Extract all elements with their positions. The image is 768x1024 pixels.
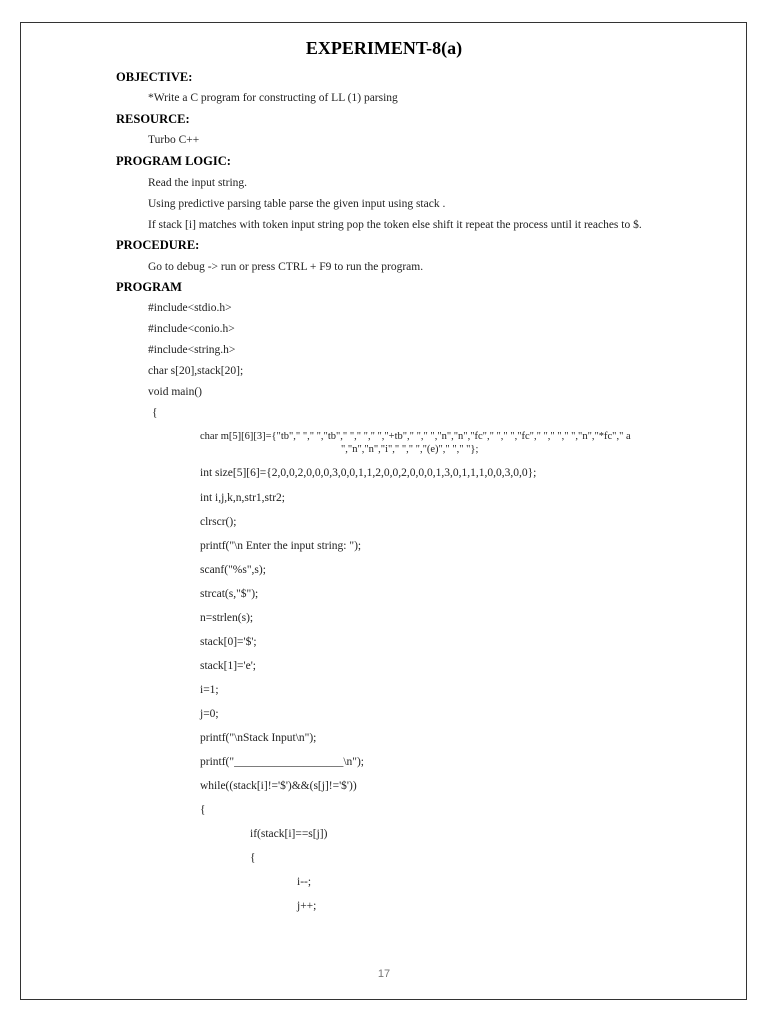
resource-text: Turbo C++ xyxy=(148,134,200,146)
code-line: printf("\nStack Input\n"); xyxy=(200,732,317,744)
code-line: clrscr(); xyxy=(200,516,237,528)
code-line: #include<conio.h> xyxy=(148,323,235,335)
program-logic-line: Using predictive parsing table parse the given input using stack . xyxy=(148,198,446,210)
code-line: #include<string.h> xyxy=(148,344,236,356)
objective-heading: OBJECTIVE: xyxy=(116,70,193,84)
program-heading: PROGRAM xyxy=(116,280,182,294)
code-line: stack[0]='$'; xyxy=(200,636,257,648)
objective-text: *Write a C program for constructing of LL (1) parsing xyxy=(148,92,398,104)
code-line: char s[20],stack[20]; xyxy=(148,365,244,377)
program-logic-line: Read the input string. xyxy=(148,177,248,189)
program-logic-line: If stack [i] matches with token input string pop the token else shift it repeat the process until it reaches to $. xyxy=(148,219,642,231)
code-line: stack[1]='e'; xyxy=(200,660,256,672)
code-line: char m[5][6][3]={"tb"," "," ","tb"," "," "," ","+tb"," "," ","n","n","fc"," "," ","fc"," "," "," ","n","*fc"," a xyxy=(200,431,631,442)
page-number: 17 xyxy=(377,968,391,980)
code-line: j++; xyxy=(297,900,317,912)
code-line: { xyxy=(152,407,158,419)
page-title: EXPERIMENT-8(a) xyxy=(305,38,463,58)
page-border xyxy=(20,22,747,1000)
code-line: ","n","n","i"," "," ","(e)"," "," "}; xyxy=(341,444,479,455)
procedure-text: Go to debug -> run or press CTRL + F9 to run the program. xyxy=(148,261,424,273)
code-line: scanf("%s",s); xyxy=(200,564,266,576)
program-logic-heading: PROGRAM LOGIC: xyxy=(116,154,231,168)
code-line: j=0; xyxy=(200,708,219,720)
code-line: printf("___________________\n"); xyxy=(200,756,364,768)
code-line: strcat(s,"$"); xyxy=(200,588,259,600)
code-line: { xyxy=(200,804,206,816)
resource-heading: RESOURCE: xyxy=(116,112,190,126)
code-line: void main() xyxy=(148,386,202,398)
procedure-heading: PROCEDURE: xyxy=(116,238,200,252)
code-line: int i,j,k,n,str1,str2; xyxy=(200,492,285,504)
code-line: printf("\n Enter the input string: "); xyxy=(200,540,362,552)
code-line: int size[5][6]={2,0,0,2,0,0,0,3,0,0,1,1,2,0,0,2,0,0,0,1,3,0,1,1,1,0,0,3,0,0}; xyxy=(200,467,537,479)
code-line: { xyxy=(250,852,256,864)
code-line: n=strlen(s); xyxy=(200,612,254,624)
code-line: i--; xyxy=(297,876,312,888)
code-line: i=1; xyxy=(200,684,219,696)
code-line: while((stack[i]!='$')&&(s[j]!='$')) xyxy=(200,780,357,792)
code-line: if(stack[i]==s[j]) xyxy=(250,828,328,840)
code-line: #include<stdio.h> xyxy=(148,302,232,314)
